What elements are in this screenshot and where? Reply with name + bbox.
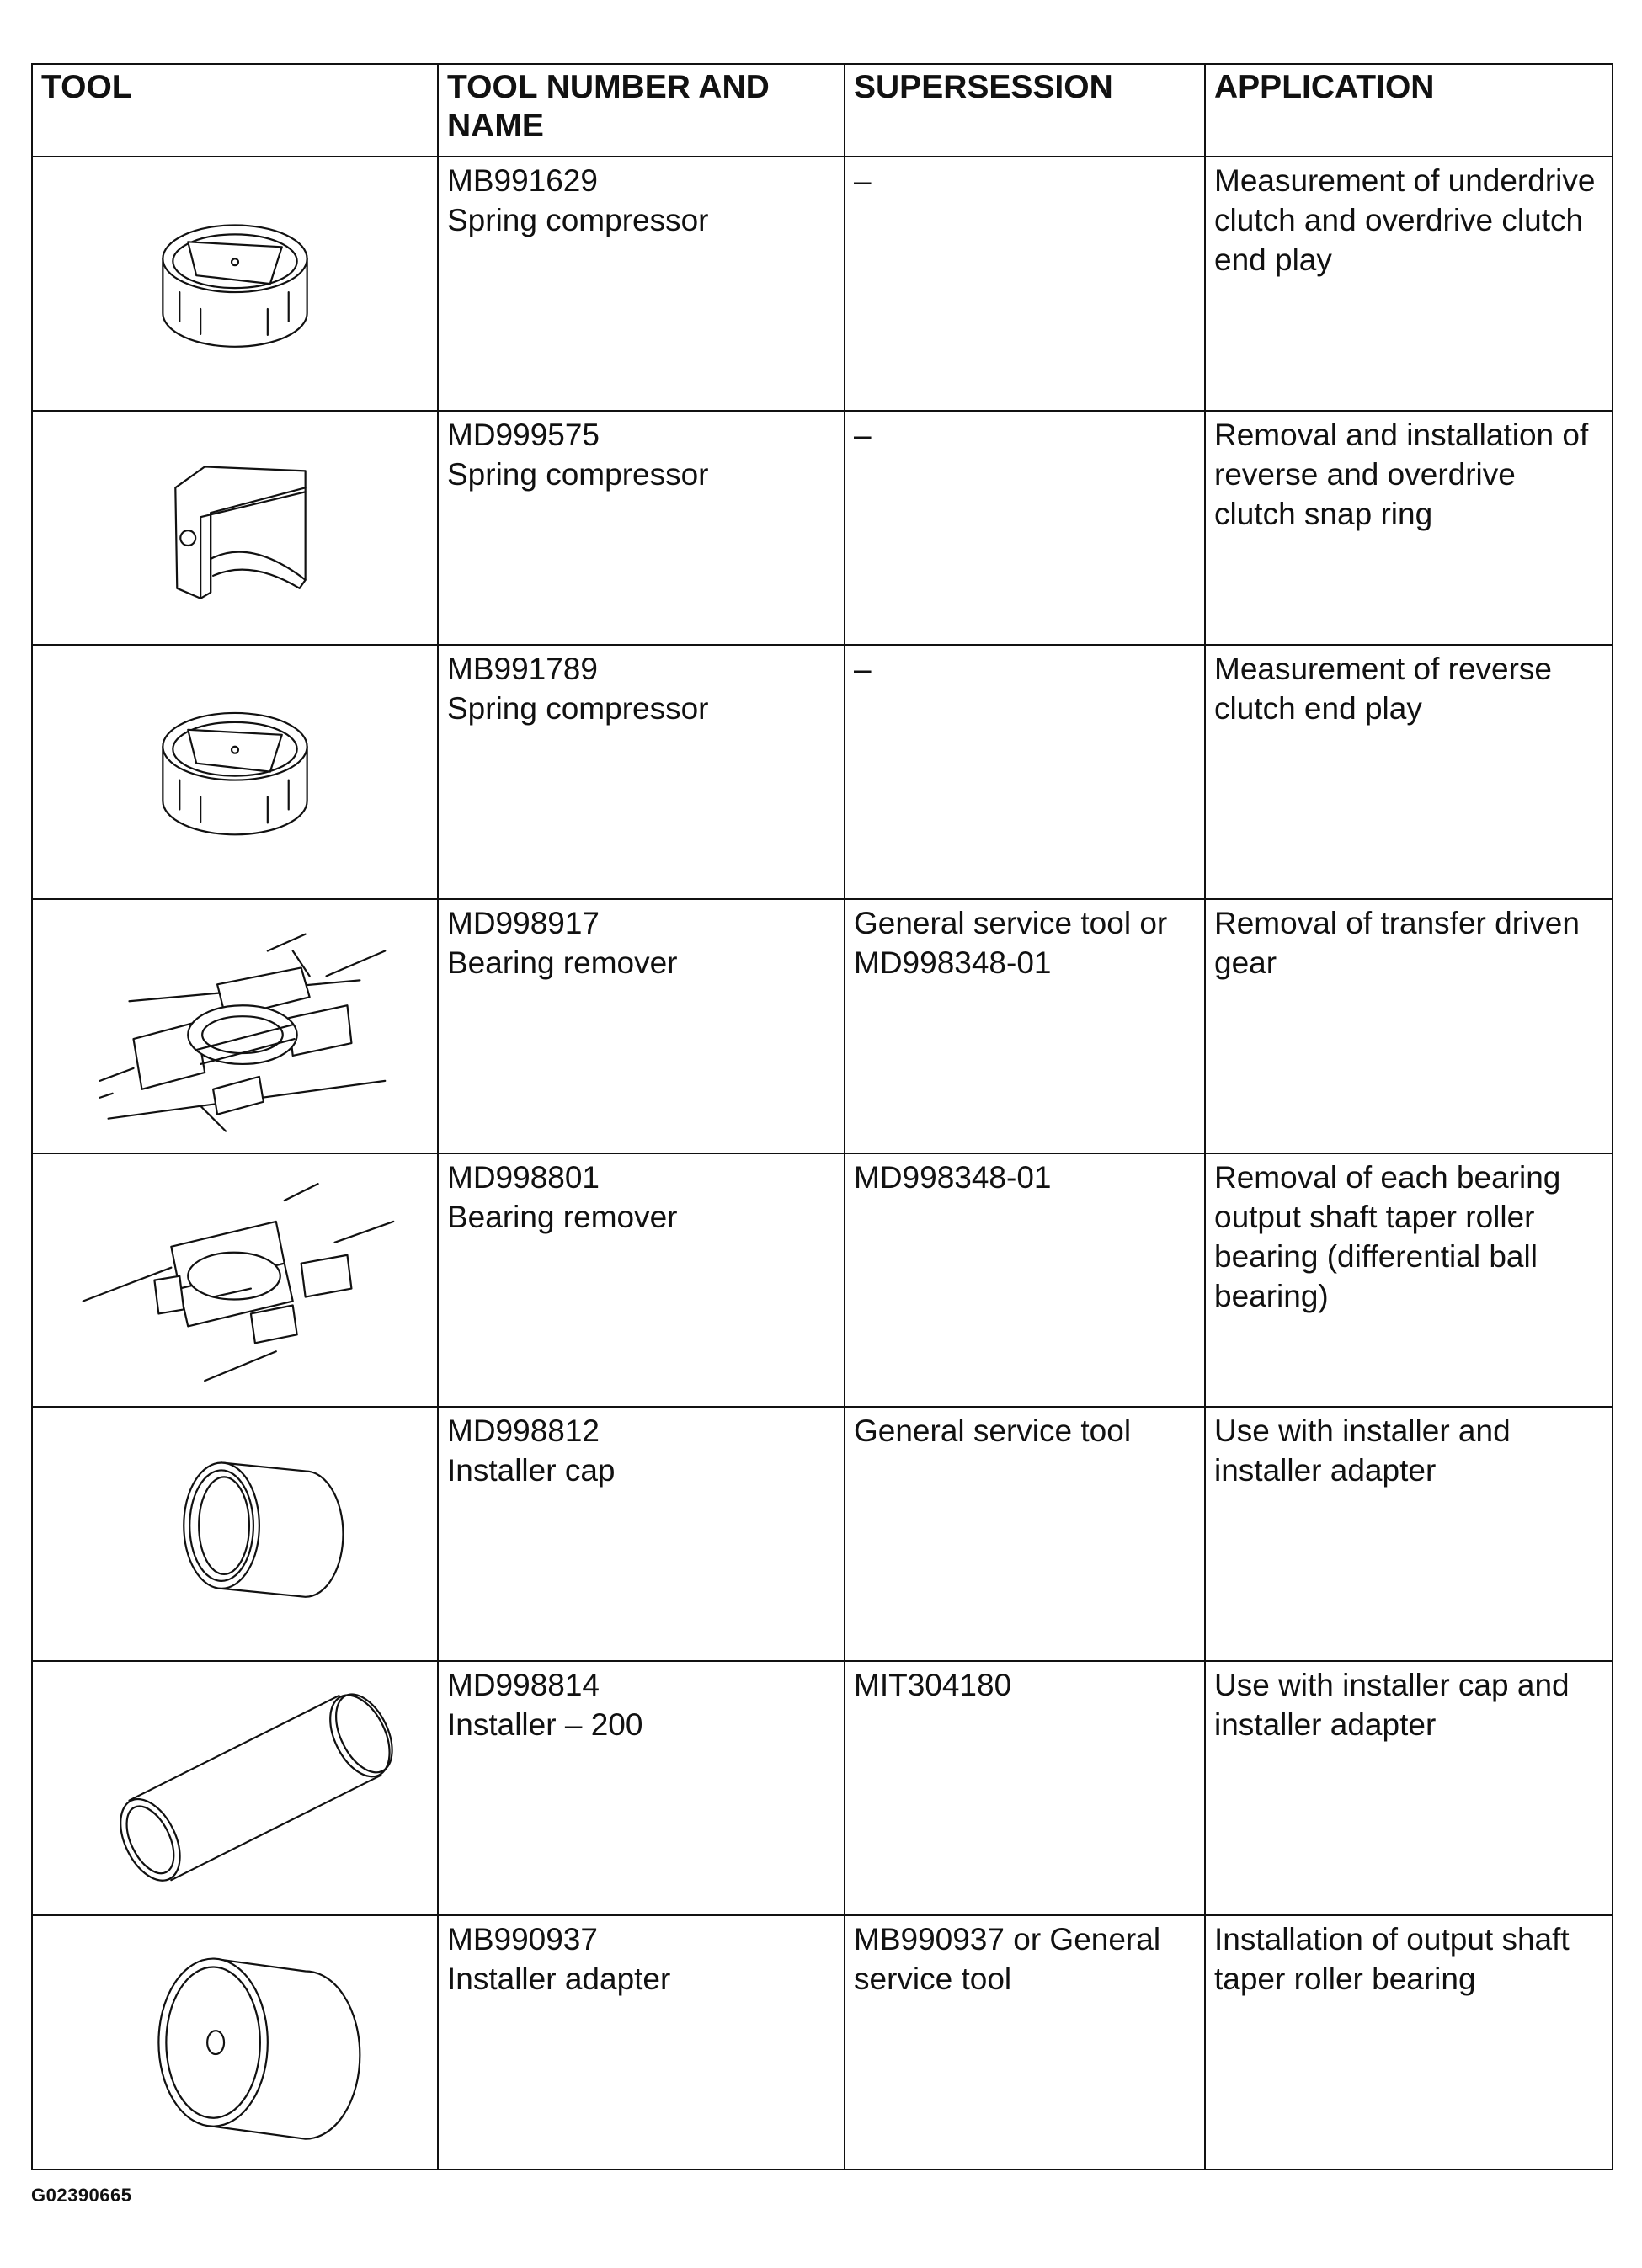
tool-number: MD998814 [447, 1668, 600, 1703]
tool-image-cell [32, 157, 438, 411]
supersession-cell: MD998348-01 [845, 1153, 1205, 1407]
spring-compressor-round-icon [33, 157, 437, 410]
tool-name: Installer cap [447, 1453, 616, 1488]
header-supersession: SUPERSESSION [845, 64, 1205, 157]
application-cell: Measurement of underdrive clutch and overdrive clutch end play [1205, 157, 1613, 411]
tool-number: MD999575 [447, 418, 600, 453]
tool-number-name-cell [438, 1407, 845, 1661]
tool-number: MD998917 [447, 905, 600, 940]
table-row [32, 1915, 1613, 2170]
header-row [32, 64, 1613, 157]
installer-adapter-icon [33, 1916, 437, 2169]
tool-number-name-cell [438, 1153, 845, 1407]
header-tool: TOOL [32, 64, 438, 157]
special-tools-table [31, 63, 1613, 2170]
tool-number-name-cell [438, 645, 845, 898]
application-cell: Measurement of reverse clutch end play [1205, 645, 1613, 898]
figure-code: G02390665 [31, 2185, 132, 2206]
table-row [32, 645, 1613, 898]
application-cell: Use with installer cap and installer adapter [1205, 1661, 1613, 1914]
tool-name: Spring compressor [447, 691, 709, 727]
bearing-remover-icon [33, 900, 437, 1153]
tool-number-name-cell [438, 1915, 845, 2170]
tool-number-name-cell [438, 899, 845, 1153]
spring-compressor-round-icon [33, 646, 437, 897]
installer-tube-icon [33, 1662, 437, 1914]
supersession-cell: General service tool [845, 1407, 1205, 1661]
supersession-cell: – [845, 645, 1205, 898]
supersession-cell: – [845, 411, 1205, 645]
tool-number: MB991789 [447, 652, 598, 687]
tool-name: Installer – 200 [447, 1707, 643, 1743]
application-cell: Use with installer and installer adapter [1205, 1407, 1613, 1661]
table-row [32, 1661, 1613, 1914]
tool-name: Installer adapter [447, 1961, 671, 1996]
bearing-remover-long-icon [33, 1154, 437, 1406]
header-application: APPLICATION [1205, 64, 1613, 157]
application-cell: Removal of transfer driven gear [1205, 899, 1613, 1153]
tool-number: MD998801 [447, 1159, 600, 1195]
spring-compressor-block-icon [33, 412, 437, 644]
tool-number-name-cell [438, 1661, 845, 1914]
supersession-cell: General service tool or MD998348-01 [845, 899, 1205, 1153]
table-row [32, 1407, 1613, 1661]
tool-name: Spring compressor [447, 457, 709, 492]
table-row [32, 1153, 1613, 1407]
installer-cap-icon [33, 1408, 437, 1660]
tool-image-cell [32, 899, 438, 1153]
tool-name: Bearing remover [447, 1199, 678, 1234]
application-cell: Installation of output shaft taper roller bearing [1205, 1915, 1613, 2170]
application-cell: Removal of each bearing output shaft taper roller bearing (differential ball bearing) [1205, 1153, 1613, 1407]
tool-image-cell [32, 1153, 438, 1407]
supersession-cell: – [845, 157, 1205, 411]
tool-image-cell [32, 1661, 438, 1914]
tool-image-cell [32, 1407, 438, 1661]
tool-number-name-cell [438, 411, 845, 645]
tool-image-cell [32, 645, 438, 898]
table-row [32, 899, 1613, 1153]
tool-image-cell [32, 411, 438, 645]
tool-number: MD998812 [447, 1414, 600, 1449]
tool-number: MB990937 [447, 1921, 598, 1957]
table-row [32, 411, 1613, 645]
tool-number: MB991629 [447, 163, 598, 198]
supersession-cell: MB990937 or General service tool [845, 1915, 1205, 2170]
tool-number-name-cell [438, 157, 845, 411]
application-cell: Removal and installation of reverse and overdrive clutch snap ring [1205, 411, 1613, 645]
tool-name: Bearing remover [447, 945, 678, 980]
tool-name: Spring compressor [447, 203, 709, 237]
header-tool-number-and-name: TOOL NUMBER AND NAME [438, 64, 845, 157]
tool-image-cell [32, 1915, 438, 2170]
table-row [32, 157, 1613, 411]
supersession-cell: MIT304180 [845, 1661, 1205, 1914]
